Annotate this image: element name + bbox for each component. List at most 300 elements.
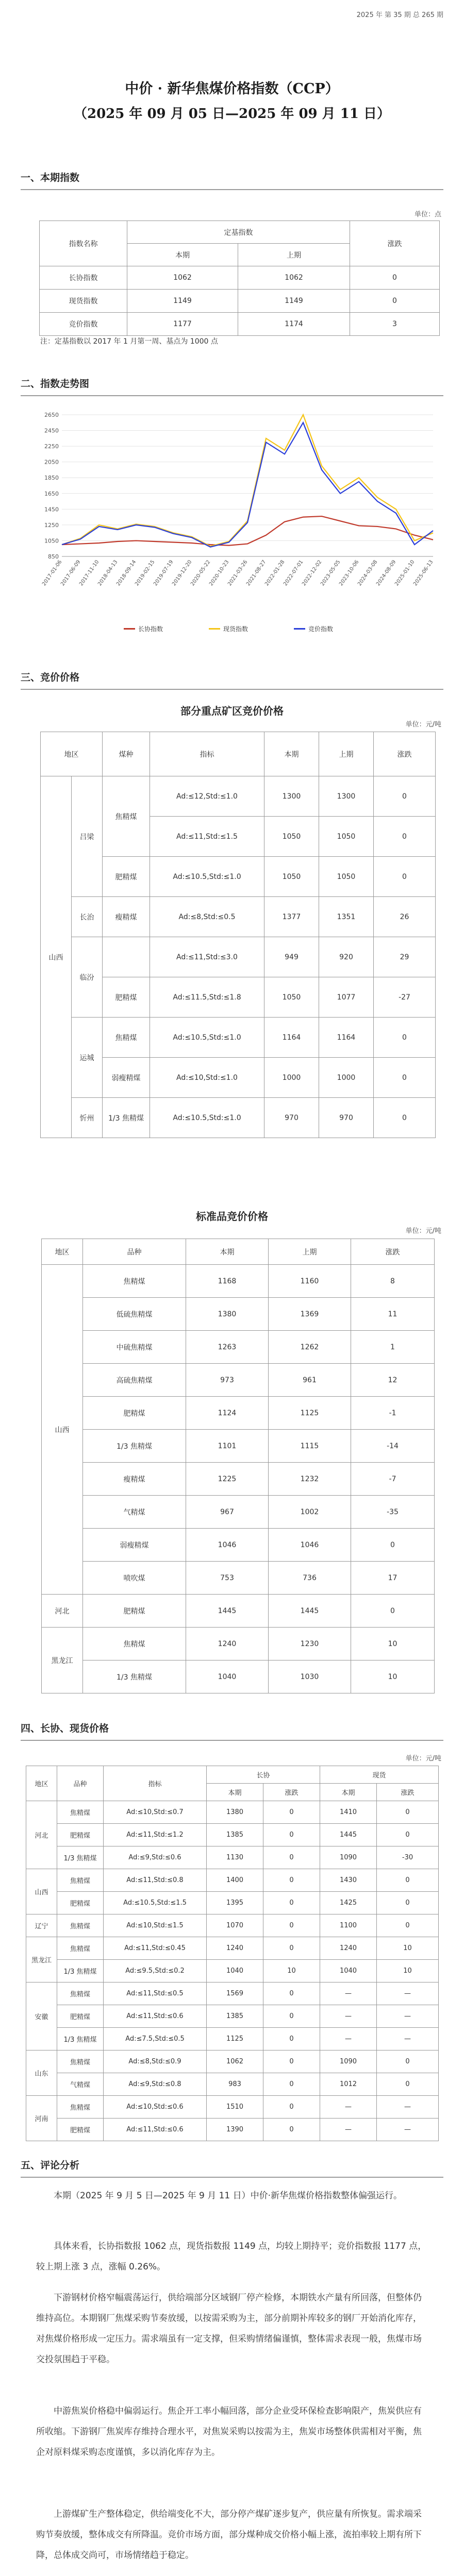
sp-change-cell: — xyxy=(377,2028,439,2050)
index-change: 0 xyxy=(350,290,440,313)
header-region: 地区 xyxy=(42,1239,83,1265)
current-cell: 1380 xyxy=(186,1298,269,1331)
spec-cell: Ad:≤12,Std:≤1.0 xyxy=(150,776,264,817)
header-previous: 上期 xyxy=(238,244,350,266)
section-heading: 四、长协、现货价格 xyxy=(21,1723,109,1734)
key-mining-area-table xyxy=(40,732,436,1138)
x-tick-label: 2018-04-13 xyxy=(97,559,119,587)
lt-current-cell: 1400 xyxy=(207,1869,263,1892)
lt-change-cell: 10 xyxy=(263,1960,320,1982)
commentary-paragraph: 具体来看，长协指数报 1062 点，现货指数报 1149 点，均较上期持平；竞价指数报 1177 点，较上期上涨 3 点，涨幅 0.26%。 xyxy=(36,2241,427,2272)
x-tick-label: 2017-11-10 xyxy=(78,559,101,587)
change-cell: 0 xyxy=(374,1058,436,1098)
lt-change-cell: 0 xyxy=(263,2119,320,2141)
section-divider xyxy=(21,395,443,396)
legend-item-spot xyxy=(209,624,248,633)
coal-cell: 焦精煤 xyxy=(57,1982,104,2005)
lt-current-cell: 1240 xyxy=(207,1937,263,1960)
current-cell: 1050 xyxy=(264,817,319,857)
coal-cell: 肥精煤 xyxy=(103,977,150,1018)
table-row xyxy=(41,1098,436,1138)
y-tick-label: 1050 xyxy=(44,537,59,545)
coal-cell: 焦精煤 xyxy=(57,1914,104,1937)
table-row xyxy=(26,2050,439,2073)
previous-cell: 1164 xyxy=(319,1018,374,1058)
current-cell: 1240 xyxy=(186,1628,269,1660)
previous-cell: 1445 xyxy=(269,1595,351,1628)
lt-change-cell: 0 xyxy=(263,1824,320,1846)
x-tick-label: 2022-12-02 xyxy=(301,559,323,587)
current-cell: 967 xyxy=(186,1496,269,1529)
area-cell: 运城 xyxy=(72,1018,103,1098)
current-cell: 1046 xyxy=(186,1529,269,1562)
lt-change-cell: 0 xyxy=(263,1914,320,1937)
current-cell: 973 xyxy=(186,1364,269,1397)
y-tick-label: 1450 xyxy=(44,506,59,513)
coal-cell: 瘦精煤 xyxy=(103,897,150,937)
header-previous: 上期 xyxy=(319,732,374,776)
sp-current-cell: 1445 xyxy=(320,1824,377,1846)
change-cell: 10 xyxy=(351,1660,435,1693)
index-previous: 1062 xyxy=(238,266,350,290)
x-tick-label: 2022-07-01 xyxy=(283,559,305,587)
current-cell: 1050 xyxy=(264,857,319,897)
table-row xyxy=(41,1018,436,1058)
area-cell: 吕梁 xyxy=(72,776,103,897)
lt-current-cell: 1125 xyxy=(207,2028,263,2050)
previous-cell: 1115 xyxy=(269,1430,351,1463)
header-change: 涨跌 xyxy=(374,732,436,776)
current-cell: 970 xyxy=(264,1098,319,1138)
current-index-table xyxy=(39,221,440,336)
header-variety: 品种 xyxy=(57,1766,104,1801)
spec-cell: Ad:≤11,Std:≤3.0 xyxy=(150,937,264,977)
sp-current-cell: 1240 xyxy=(320,1937,377,1960)
table-row xyxy=(42,1529,435,1562)
spec-cell: Ad:≤10,Std:≤1.0 xyxy=(150,1058,264,1098)
section-divider xyxy=(21,2177,443,2178)
header-change: 涨跌 xyxy=(351,1239,435,1265)
lt-current-cell: 983 xyxy=(207,2073,263,2096)
header-lt-change: 涨跌 xyxy=(263,1784,320,1801)
lt-current-cell: 1070 xyxy=(207,1914,263,1937)
header-region: 地区 xyxy=(41,732,103,776)
current-cell: 1164 xyxy=(264,1018,319,1058)
unit-label: 单位：元/吨 xyxy=(405,721,441,728)
coal-cell: 肥精煤 xyxy=(103,857,150,897)
lt-current-cell: 1390 xyxy=(207,2119,263,2141)
table-row xyxy=(42,1562,435,1595)
table-row xyxy=(40,313,440,336)
sp-change-cell: 0 xyxy=(377,1869,439,1892)
previous-cell: 1230 xyxy=(269,1628,351,1660)
table-row xyxy=(26,1937,439,1960)
y-tick-label: 2250 xyxy=(44,443,59,450)
header-current: 本期 xyxy=(127,244,238,266)
sp-change-cell: 0 xyxy=(377,1914,439,1937)
header-sp-current: 本期 xyxy=(320,1784,377,1801)
lt-change-cell: 0 xyxy=(263,1937,320,1960)
commentary-paragraph: 中游焦炭价格稳中偏弱运行。焦企开工率小幅回落，部分企业受环保检查影响限产，焦炭供应有所收缩。下游钢厂焦炭库存维持合理水平，对焦炭采购以按需为主，焦炭市场整体供需相对平衡，焦企对原料煤采购态度谨慎，多以消化库存为主。 xyxy=(36,2406,422,2458)
sp-current-cell: — xyxy=(320,2119,377,2141)
current-cell: 1445 xyxy=(186,1595,269,1628)
y-tick-label: 1250 xyxy=(44,521,59,529)
change-cell: 11 xyxy=(351,1298,435,1331)
index-name: 竞价指数 xyxy=(40,313,127,336)
region-cell: 黑龙江 xyxy=(42,1628,83,1693)
header-spec: 指标 xyxy=(150,732,264,776)
current-cell: 1168 xyxy=(186,1265,269,1298)
table-row xyxy=(42,1628,435,1660)
spec-cell: Ad:≤11,Std:≤0.6 xyxy=(104,2119,207,2141)
region-cell: 山西 xyxy=(26,1869,57,1914)
current-cell: 753 xyxy=(186,1562,269,1595)
sp-change-cell: 10 xyxy=(377,1937,439,1960)
spec-cell: Ad:≤8,Std:≤0.9 xyxy=(104,2050,207,2073)
table-row xyxy=(40,290,440,313)
change-cell: 0 xyxy=(374,857,436,897)
coal-cell: 弱瘦精煤 xyxy=(103,1058,150,1098)
previous-cell: 1300 xyxy=(319,776,374,817)
spec-cell: Ad:≤10.5,Std:≤1.5 xyxy=(104,1892,207,1914)
table-row xyxy=(26,1869,439,1892)
header-index-name: 指数名称 xyxy=(40,221,127,266)
x-tick-label: 2017-06-09 xyxy=(60,559,82,587)
previous-cell: 736 xyxy=(269,1562,351,1595)
coal-cell: 气精煤 xyxy=(83,1496,186,1529)
x-tick-label: 2023-05-05 xyxy=(320,559,342,587)
header-coal-type: 煤种 xyxy=(103,732,150,776)
table-title: 标准品竞价价格 xyxy=(196,1210,268,1223)
coal-cell: 焦精煤 xyxy=(103,776,150,857)
coal-cell: 焦精煤 xyxy=(57,1801,104,1824)
section-heading: 五、评论分析 xyxy=(21,2160,80,2171)
table-row xyxy=(26,1846,439,1869)
section-heading: 三、竞价价格 xyxy=(21,672,80,683)
coal-cell: 气精煤 xyxy=(57,2073,104,2096)
x-tick-label: 2018-09-14 xyxy=(115,559,138,587)
change-cell: 0 xyxy=(374,817,436,857)
sp-change-cell: 0 xyxy=(377,2073,439,2096)
table-row xyxy=(26,1801,439,1824)
coal-cell: 肥精煤 xyxy=(57,2119,104,2141)
table-row xyxy=(42,1595,435,1628)
change-cell: 1 xyxy=(351,1331,435,1364)
header-change: 涨跌 xyxy=(350,221,440,266)
table-row xyxy=(42,1430,435,1463)
coal-cell: 中硫焦精煤 xyxy=(83,1331,186,1364)
x-tick-label: 2020-10-23 xyxy=(208,559,230,587)
change-cell: 0 xyxy=(374,1018,436,1058)
commentary-paragraph: 上游煤矿生产整体稳定，供给端变化不大，部分停产煤矿逐步复产，供应量有所恢复。需求端采购节奏放缓，整体成交有所降温。竞价市场方面，部分煤种成交价格小幅上涨，流拍率较上期有所下降，总体成交尚可，市场情绪趋于稳定。 xyxy=(36,2509,422,2561)
sp-current-cell: — xyxy=(320,2028,377,2050)
table-row xyxy=(40,266,440,290)
current-cell: 1263 xyxy=(186,1331,269,1364)
region-cell: 安徽 xyxy=(26,1982,57,2050)
coal-cell: 1/3 焦精煤 xyxy=(103,1098,150,1138)
coal-cell: 1/3 焦精煤 xyxy=(83,1660,186,1693)
long-term-spot-table xyxy=(26,1766,439,2141)
legend-swatch xyxy=(209,628,220,630)
lt-change-cell: 0 xyxy=(263,1846,320,1869)
coal-cell: 焦精煤 xyxy=(57,1937,104,1960)
change-cell: 0 xyxy=(374,776,436,817)
lt-current-cell: 1040 xyxy=(207,1960,263,1982)
section-auction-price xyxy=(21,670,443,690)
coal-cell: 肥精煤 xyxy=(57,1824,104,1846)
change-cell: 26 xyxy=(374,897,436,937)
region-cell: 河北 xyxy=(42,1595,83,1628)
sp-current-cell: 1090 xyxy=(320,1846,377,1869)
header-variety: 品种 xyxy=(83,1239,186,1265)
x-tick-label: 2019-12-20 xyxy=(171,559,193,587)
unit-label: 单位：元/吨 xyxy=(405,1755,441,1762)
lt-current-cell: 1062 xyxy=(207,2050,263,2073)
coal-cell: 1/3 焦精煤 xyxy=(57,2028,104,2050)
legend-label: 竞价指数 xyxy=(308,625,334,633)
coal-cell: 弱瘦精煤 xyxy=(83,1529,186,1562)
current-cell: 1124 xyxy=(186,1397,269,1430)
section-divider xyxy=(21,1740,443,1741)
region-cell: 辽宁 xyxy=(26,1914,57,1937)
legend-swatch xyxy=(294,628,305,630)
sp-current-cell: — xyxy=(320,2005,377,2028)
sp-change-cell: -30 xyxy=(377,1846,439,1869)
spec-cell: Ad:≤11,Std:≤0.8 xyxy=(104,1869,207,1892)
change-cell: -35 xyxy=(351,1496,435,1529)
x-tick-label: 2021-03-26 xyxy=(227,559,249,587)
report-date-range: （2025 年 09 月 05 日—2025 年 09 月 11 日） xyxy=(74,106,390,122)
previous-cell: 1125 xyxy=(269,1397,351,1430)
area-cell: 临汾 xyxy=(72,937,103,1018)
coal-cell: 肥精煤 xyxy=(83,1595,186,1628)
change-cell: -7 xyxy=(351,1463,435,1496)
header-previous: 上期 xyxy=(269,1239,351,1265)
lt-current-cell: 1385 xyxy=(207,1824,263,1846)
report-title: 中价 · 新华焦煤价格指数（CCP） xyxy=(125,81,339,97)
current-cell: 1101 xyxy=(186,1430,269,1463)
spec-cell: Ad:≤10,Std:≤0.7 xyxy=(104,1801,207,1824)
section-divider xyxy=(21,189,443,190)
table-row xyxy=(26,2028,439,2050)
table-row xyxy=(42,1298,435,1331)
coal-cell: 焦精煤 xyxy=(103,1018,150,1058)
lt-change-cell: 0 xyxy=(263,1982,320,2005)
y-tick-label: 2650 xyxy=(44,412,59,418)
spec-cell: Ad:≤11,Std:≤1.2 xyxy=(104,1824,207,1846)
coal-cell: 喷吹煤 xyxy=(83,1562,186,1595)
section-divider xyxy=(21,689,443,690)
lt-change-cell: 0 xyxy=(263,2073,320,2096)
sp-current-cell: 1040 xyxy=(320,1960,377,1982)
previous-cell: 1262 xyxy=(269,1331,351,1364)
x-tick-label: 2025-01-10 xyxy=(394,559,416,587)
sp-current-cell: 1100 xyxy=(320,1914,377,1937)
sp-current-cell: 1410 xyxy=(320,1801,377,1824)
sp-change-cell: — xyxy=(377,2119,439,2141)
previous-cell: 970 xyxy=(319,1098,374,1138)
coal-cell: 肥精煤 xyxy=(83,1397,186,1430)
spec-cell: Ad:≤11,Std:≤0.6 xyxy=(104,2005,207,2028)
previous-cell: 1050 xyxy=(319,817,374,857)
table-row xyxy=(42,1660,435,1693)
index-current: 1062 xyxy=(127,266,238,290)
table-row xyxy=(42,1463,435,1496)
index-previous: 1149 xyxy=(238,290,350,313)
table-row xyxy=(42,1364,435,1397)
section-index-trend xyxy=(21,376,443,396)
x-tick-label: 2024-03-08 xyxy=(357,559,379,587)
legend-swatch xyxy=(124,628,135,630)
change-cell: 0 xyxy=(351,1595,435,1628)
lt-change-cell: 0 xyxy=(263,2005,320,2028)
header-fixed-base: 定基指数 xyxy=(127,221,350,244)
sp-current-cell: 1012 xyxy=(320,2073,377,2096)
section-commentary xyxy=(21,2158,443,2178)
sp-change-cell: 0 xyxy=(377,1801,439,1824)
y-tick-label: 1850 xyxy=(44,474,59,482)
table-row xyxy=(42,1331,435,1364)
region-cell: 河北 xyxy=(26,1801,57,1869)
index-current: 1177 xyxy=(127,313,238,336)
table-row xyxy=(41,776,436,817)
lt-change-cell: 0 xyxy=(263,1892,320,1914)
current-cell: 1050 xyxy=(264,977,319,1018)
table-row xyxy=(42,1496,435,1529)
y-tick-label: 2050 xyxy=(44,459,59,466)
x-tick-label: 2017-01-06 xyxy=(41,559,63,587)
spec-cell: Ad:≤10,Std:≤0.6 xyxy=(104,2096,207,2119)
coal-cell: 肥精煤 xyxy=(57,2005,104,2028)
previous-cell: 1369 xyxy=(269,1298,351,1331)
spec-cell: Ad:≤9,Std:≤0.8 xyxy=(104,2073,207,2096)
sp-change-cell: — xyxy=(377,1982,439,2005)
unit-label: 单位：元/吨 xyxy=(405,1227,441,1235)
x-tick-label: 2022-01-28 xyxy=(264,559,286,587)
index-note: 注：定基指数以 2017 年 1 月第一周、基点为 1000 点 xyxy=(40,337,218,346)
sp-change-cell: — xyxy=(377,2096,439,2119)
coal-cell: 焦精煤 xyxy=(57,1869,104,1892)
table-row xyxy=(26,2073,439,2096)
sp-change-cell: 0 xyxy=(377,1892,439,1914)
spec-cell: Ad:≤11,Std:≤0.45 xyxy=(104,1937,207,1960)
spec-cell: Ad:≤11.5,Std:≤1.8 xyxy=(150,977,264,1018)
sp-current-cell: 1090 xyxy=(320,2050,377,2073)
index-trend-chart xyxy=(36,407,443,613)
table-row xyxy=(26,1824,439,1846)
header-long-term: 长协 xyxy=(207,1766,320,1784)
coal-cell: 焦精煤 xyxy=(57,2096,104,2119)
previous-cell: 1050 xyxy=(319,857,374,897)
lt-change-cell: 0 xyxy=(263,1869,320,1892)
area-cell: 长治 xyxy=(72,897,103,937)
standard-product-table xyxy=(41,1239,435,1693)
lt-current-cell: 1395 xyxy=(207,1892,263,1914)
previous-cell: 1160 xyxy=(269,1265,351,1298)
commentary-paragraph: 下游钢材价格窄幅震荡运行，供给端部分区域钢厂停产检修，本期铁水产量有所回落，但整体仍维持高位。本期钢厂焦煤采购节奏放缓，以按需采购为主，部分前期补库较多的钢厂开始消化库存，对焦煤价格形成一定压力。需求端虽有一定支撑，但采购情绪偏谨慎，整体需求表现一般，焦煤市场交投氛围趋于平稳。 xyxy=(36,2293,422,2365)
spec-cell: Ad:≤10.5,Std:≤1.0 xyxy=(150,1098,264,1138)
sp-current-cell: — xyxy=(320,2096,377,2119)
x-tick-label: 2019-07-19 xyxy=(153,559,175,587)
coal-cell: 焦精煤 xyxy=(83,1265,186,1298)
coal-cell: 1/3 焦精煤 xyxy=(57,1960,104,1982)
section-heading: 二、指数走势图 xyxy=(21,378,90,389)
change-cell: 17 xyxy=(351,1562,435,1595)
header-region: 地区 xyxy=(26,1766,57,1801)
y-tick-label: 1650 xyxy=(44,490,59,497)
table-row xyxy=(26,1982,439,2005)
spec-cell: Ad:≤9,Std:≤0.6 xyxy=(104,1846,207,1869)
coal-cell: 焦精煤 xyxy=(57,2050,104,2073)
y-tick-label: 2450 xyxy=(44,427,59,434)
lt-change-cell: 0 xyxy=(263,2028,320,2050)
sp-change-cell: 0 xyxy=(377,1824,439,1846)
table-row xyxy=(42,1397,435,1430)
current-cell: 1377 xyxy=(264,897,319,937)
sp-current-cell: 1425 xyxy=(320,1892,377,1914)
index-change: 0 xyxy=(350,266,440,290)
previous-cell: 920 xyxy=(319,937,374,977)
current-cell: 1225 xyxy=(186,1463,269,1496)
change-cell: 0 xyxy=(351,1529,435,1562)
table-row xyxy=(41,897,436,937)
x-tick-label: 2024-08-09 xyxy=(375,559,397,587)
y-tick-label: 850 xyxy=(48,553,59,560)
commentary-paragraph: 本期（2025 年 9 月 5 日—2025 年 9 月 11 日）中价·新华焦煤价格指数整体偏强运行。 xyxy=(54,2191,403,2201)
sp-current-cell: 1430 xyxy=(320,1869,377,1892)
spec-cell: Ad:≤7.5,Std:≤0.5 xyxy=(104,2028,207,2050)
region-cell: 黑龙江 xyxy=(26,1937,57,1982)
coal-cell: 焦精煤 xyxy=(83,1628,186,1660)
coal-cell xyxy=(103,937,150,977)
previous-cell: 1002 xyxy=(269,1496,351,1529)
index-name: 现货指数 xyxy=(40,290,127,313)
coal-cell: 1/3 焦精煤 xyxy=(57,1846,104,1869)
x-tick-label: 2019-02-15 xyxy=(134,559,156,587)
spec-cell: Ad:≤10,Std:≤1.5 xyxy=(104,1914,207,1937)
region-cell: 山东 xyxy=(26,2050,57,2096)
unit-label: 单位：点 xyxy=(414,211,441,218)
change-cell: 10 xyxy=(351,1628,435,1660)
table-row xyxy=(26,2096,439,2119)
change-cell: 8 xyxy=(351,1265,435,1298)
current-cell: 949 xyxy=(264,937,319,977)
table-title: 部分重点矿区竞价价格 xyxy=(180,705,284,717)
table-row xyxy=(26,1892,439,1914)
sp-change-cell: 0 xyxy=(377,2050,439,2073)
coal-cell: 1/3 焦精煤 xyxy=(83,1430,186,1463)
change-cell: -27 xyxy=(374,977,436,1018)
lt-change-cell: 0 xyxy=(263,1801,320,1824)
lt-current-cell: 1380 xyxy=(207,1801,263,1824)
header-spec: 指标 xyxy=(104,1766,207,1801)
table-row xyxy=(26,2005,439,2028)
area-cell: 忻州 xyxy=(72,1098,103,1138)
lt-change-cell: 0 xyxy=(263,2096,320,2119)
region-cell: 河南 xyxy=(26,2096,57,2141)
lt-current-cell: 1130 xyxy=(207,1846,263,1869)
coal-cell: 瘦精煤 xyxy=(83,1463,186,1496)
previous-cell: 1351 xyxy=(319,897,374,937)
section-current-index xyxy=(21,170,443,190)
previous-cell: 961 xyxy=(269,1364,351,1397)
lt-current-cell: 1385 xyxy=(207,2005,263,2028)
table-row xyxy=(41,937,436,977)
change-cell: 29 xyxy=(374,937,436,977)
coal-cell: 肥精煤 xyxy=(57,1892,104,1914)
header-lt-current: 本期 xyxy=(207,1784,263,1801)
table-row xyxy=(26,1914,439,1937)
